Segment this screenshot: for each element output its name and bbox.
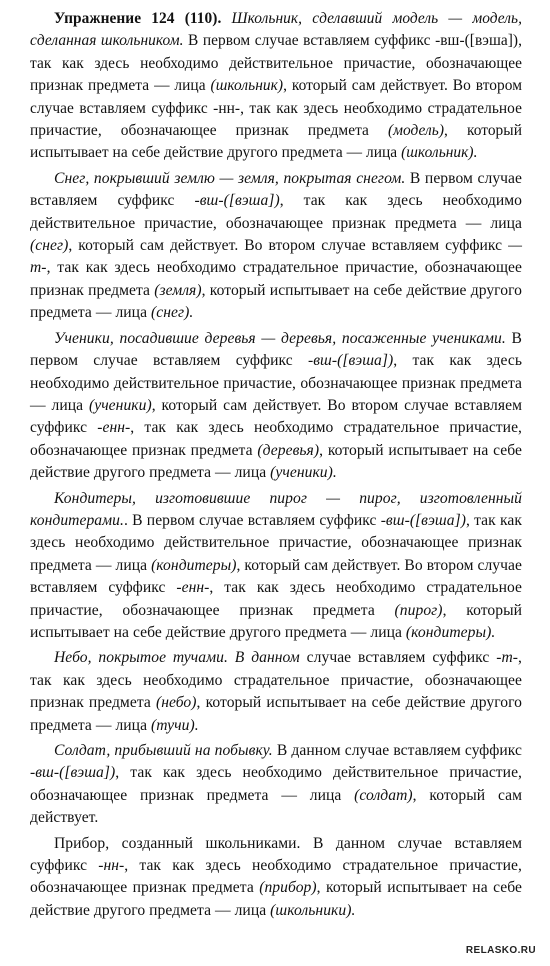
body-text: В первом случае вставляем суффикс -вш-([вэша]), так как здесь необходимо действительное причастие, обозначающее признак предмета — лица [30,32,522,95]
italic-text: (тучи). [151,716,199,734]
italic-text: (снег). [151,304,194,322]
body-text: , который испытывает на себе действие другого предмета — лица [30,281,522,322]
italic-text: Снег, покрывший землю — земля, покрытая снегом. [54,169,410,187]
body-text: , который испытывает на себе действие другого предмета — лица [30,601,522,641]
exercise-paragraph [30,8,522,165]
italic-text: (прибор) [259,879,317,897]
italic-text: Ученики, посадившие деревья — деревья, посаженные учениками. [54,329,512,347]
italic-text: (модель) [387,122,445,140]
body-text: , который испытывает на себе действие другого предмета — лица [30,694,522,734]
exercise-paragraph [30,833,522,923]
italic-text: — т- [30,237,522,277]
body-text: В первом случае вставляем суффикс [30,329,522,370]
italic-text: -енн- [176,579,210,597]
italic-text: Небо, покрытое тучами. В данном [54,649,307,667]
italic-text: (пирог) [394,601,443,619]
italic-text: -енн- [97,419,131,437]
body-text: Прибор, созданный школьниками. В данном случае вставляем суффикс [30,834,522,875]
body-text: , который испытывает на себе действие другого предмета — лица [30,122,522,162]
body-text: , который испытывает на себе действие другого предмета — лица [30,879,522,919]
body-text: В данном случае вставляем суффикс [276,742,522,759]
italic-text: Солдат, прибывший на побывку. [54,742,277,759]
exercise-paragraph [30,168,522,325]
body-text: , так как здесь необходимо действительное причастие, обозначающее признак предмета — лица [30,764,522,804]
exercise-paragraph [30,647,522,737]
body-text: , так как здесь необходимо действительное причастие, обозначающее признак предмета — лица [30,352,523,414]
body-text: , который испытывает на себе действие другого предмета — лица [30,441,522,482]
italic-text: -вш-([вэша]) [194,192,280,210]
italic-text: (ученики) [88,396,152,414]
body-text: . В первом случае вставляем суффикс [123,511,381,529]
exercise-paragraph [30,740,522,830]
body-text: , который сам действует. Во втором случае вставляем суффикс [30,556,522,597]
italic-text: -т- [496,649,519,667]
exercise-paragraph [30,328,522,485]
body-text: случае вставляем суффикс [306,649,497,667]
italic-text: (школьник). [401,144,478,162]
exercise-paragraph [30,488,522,645]
body-text: , так как здесь необходимо страдательное причастие, обозначающее признак предмета [30,579,522,619]
italic-text: (школьники). [270,901,356,919]
italic-text: (ученики). [270,464,337,482]
italic-text: (деревья) [257,441,320,459]
italic-text: (земля) [154,281,202,299]
italic-text: (снег) [30,237,69,255]
body-text: , так как здесь необходимо страдательное причастие, обозначающее признак предмета [30,649,522,712]
body-text: , так как здесь необходимо действительное причастие, обозначающее признак предмета — лица [30,192,522,232]
body-text: , который сам действует. Во втором случае вставляем суффикс -нн-, так как здесь необходимо страдательное причастие, обозначающее признак предмета [30,77,523,140]
italic-text: -нн- [98,857,125,875]
exercise-page [30,8,522,925]
body-text: , который сам действует. Во втором случае вставляем суффикс [30,396,522,437]
italic-text: (школьник) [210,77,284,95]
italic-text: -вш-([вэша]) [30,764,116,782]
body-text: , так как здесь необходимо страдательное причастие, обозначающее признак предмета [30,259,522,299]
italic-text: -вш-([вэша]) [308,352,394,370]
italic-text: (солдат) [354,786,413,804]
body-text: , который сам действует. [30,786,522,827]
body-text: В первом случае вставляем суффикс [30,169,522,210]
exercise-heading: Упражнение 124 (110). [54,10,232,27]
italic-text: Школьник, сделавший модель — модель, сделанная школьником. [30,10,522,50]
body-text: , который сам действует. Во втором случае вставляем суффикс [68,237,509,255]
body-text: , так как здесь необходимо страдательное причастие, обозначающее признак предмета [30,857,522,897]
site-watermark: RELASKO.RU [465,945,536,956]
italic-text: (кондитеры) [151,556,237,574]
italic-text: Кондитеры, изготовившие пирог — пирог, изготовленный кондитерами. [30,489,522,529]
italic-text: (небо) [155,694,197,712]
body-text: , так как здесь необходимо действительное причастие, обозначающее признак предмета — лица [30,511,522,574]
italic-text: (кондитеры). [405,623,496,641]
body-text: , так как здесь необходимо страдательное причастие, обозначающее признак предмета [30,419,522,459]
italic-text: -вш-([вэша]) [380,511,466,529]
